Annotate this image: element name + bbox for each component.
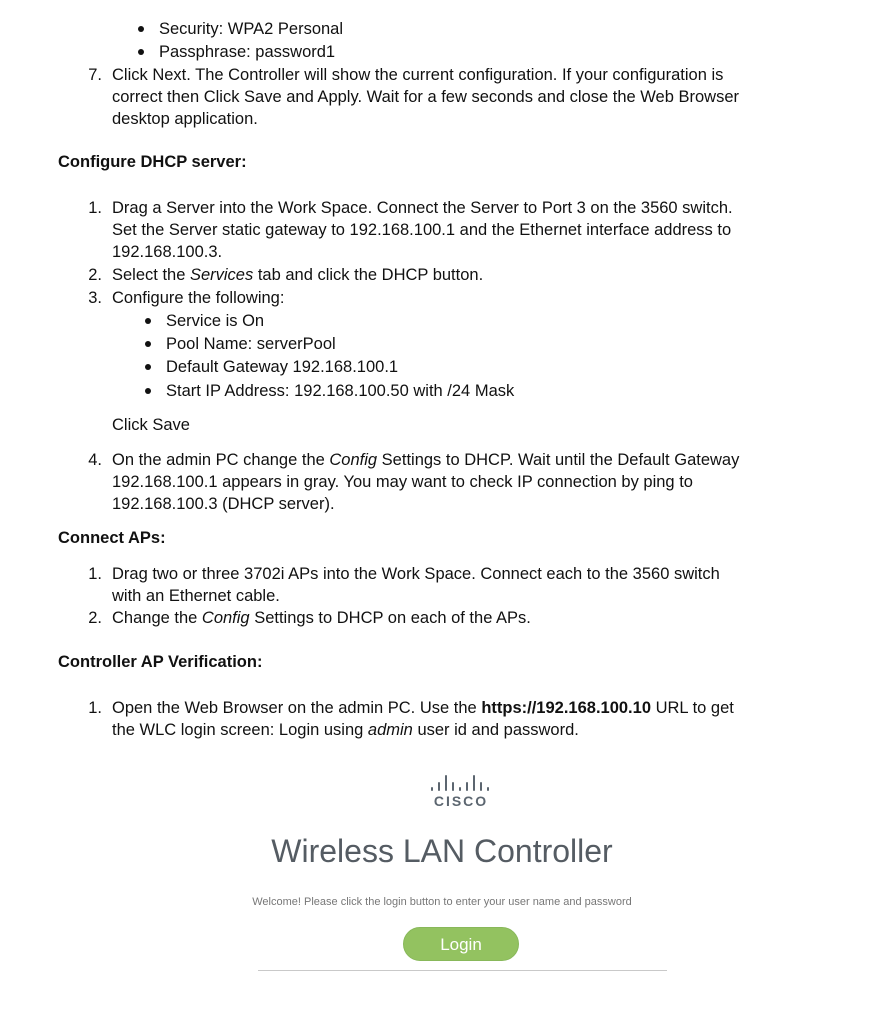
- step-7-line-3: desktop application.: [112, 110, 258, 128]
- dhcp-step-1-number: 1.: [88, 199, 102, 217]
- divider: [258, 970, 667, 971]
- dhcp-step-1-line-3: 192.168.100.3.: [112, 243, 223, 261]
- dhcp-step-4-line-3: 192.168.100.3 (DHCP server).: [112, 495, 335, 513]
- security-bullet: Security: WPA2 Personal: [159, 20, 344, 38]
- aps-heading: Connect APs:: [58, 529, 166, 547]
- dhcp-step-2-number: 2.: [88, 266, 102, 284]
- admin-emphasis: admin: [367, 721, 413, 739]
- bullet-dot: [145, 388, 151, 394]
- cisco-bars-icon: [431, 775, 491, 791]
- start-ip-bullet: Start IP Address: 192.168.100.50 with /24 Mask: [166, 382, 515, 400]
- passphrase-bullet: Passphrase: password1: [159, 43, 336, 61]
- dhcp-heading: Configure DHCP server:: [58, 153, 247, 171]
- aps-step-1-number: 1.: [88, 565, 102, 583]
- service-on-bullet: Service is On: [166, 312, 265, 330]
- bullet-dot: [138, 49, 144, 55]
- verify-step-1-line-1: Open the Web Browser on the admin PC. Use the https://192.168.100.10 URL to get: [112, 699, 734, 717]
- pool-name-bullet: Pool Name: serverPool: [166, 335, 336, 353]
- dhcp-step-4-number: 4.: [88, 451, 102, 469]
- dhcp-step-2-text: Select the Services tab and click the DHCP button.: [112, 266, 484, 284]
- cisco-logo: [426, 775, 496, 815]
- dhcp-step-1-line-1: Drag a Server into the Work Space. Connect the Server to Port 3 on the 3560 switch.: [112, 199, 733, 217]
- dhcp-step-1-line-2: Set the Server static gateway to 192.168.100.1 and the Ethernet interface address to: [112, 221, 732, 239]
- step-7-number: 7.: [88, 66, 102, 84]
- click-save-text: Click Save: [112, 416, 190, 434]
- bullet-dot: [145, 341, 151, 347]
- wlc-url: https://192.168.100.10: [481, 699, 651, 717]
- wlc-title: Wireless LAN Controller: [271, 833, 613, 869]
- welcome-message: Welcome! Please click the login button to enter your user name and password: [252, 896, 632, 908]
- verify-step-1-line-2: the WLC login screen: Login using admin user id and password.: [112, 721, 579, 739]
- aps-step-1-line-2: with an Ethernet cable.: [112, 587, 280, 605]
- services-emphasis: Services: [189, 266, 254, 284]
- login-button[interactable]: Login: [403, 927, 519, 961]
- cisco-wordmark: CISCO: [433, 793, 489, 809]
- config-emphasis: Config: [201, 609, 250, 627]
- aps-step-2-number: 2.: [88, 609, 102, 627]
- verify-step-1-number: 1.: [88, 699, 102, 717]
- dhcp-step-3-text: Configure the following:: [112, 289, 285, 307]
- dhcp-step-4-line-2: 192.168.100.1 appears in gray. You may want to check IP connection by ping to: [112, 473, 693, 491]
- default-gateway-bullet: Default Gateway 192.168.100.1: [166, 358, 399, 376]
- aps-step-2-text: Change the Config Settings to DHCP on each of the APs.: [112, 609, 531, 627]
- aps-step-1-line-1: Drag two or three 3702i APs into the Work Space. Connect each to the 3560 switch: [112, 565, 720, 583]
- bullet-dot: [138, 26, 144, 32]
- step-7-line-2: correct then Click Save and Apply. Wait for a few seconds and close the Web Browser: [112, 88, 739, 106]
- step-7-line-1: Click Next. The Controller will show the current configuration. If your configuration is: [112, 66, 724, 84]
- bullet-dot: [145, 318, 151, 324]
- bullet-dot: [145, 364, 151, 370]
- verification-heading: Controller AP Verification:: [58, 653, 263, 671]
- dhcp-step-4-line-1: On the admin PC change the Config Settings to DHCP. Wait until the Default Gateway: [112, 451, 740, 469]
- dhcp-step-3-number: 3.: [88, 289, 102, 307]
- config-emphasis: Config: [329, 451, 378, 469]
